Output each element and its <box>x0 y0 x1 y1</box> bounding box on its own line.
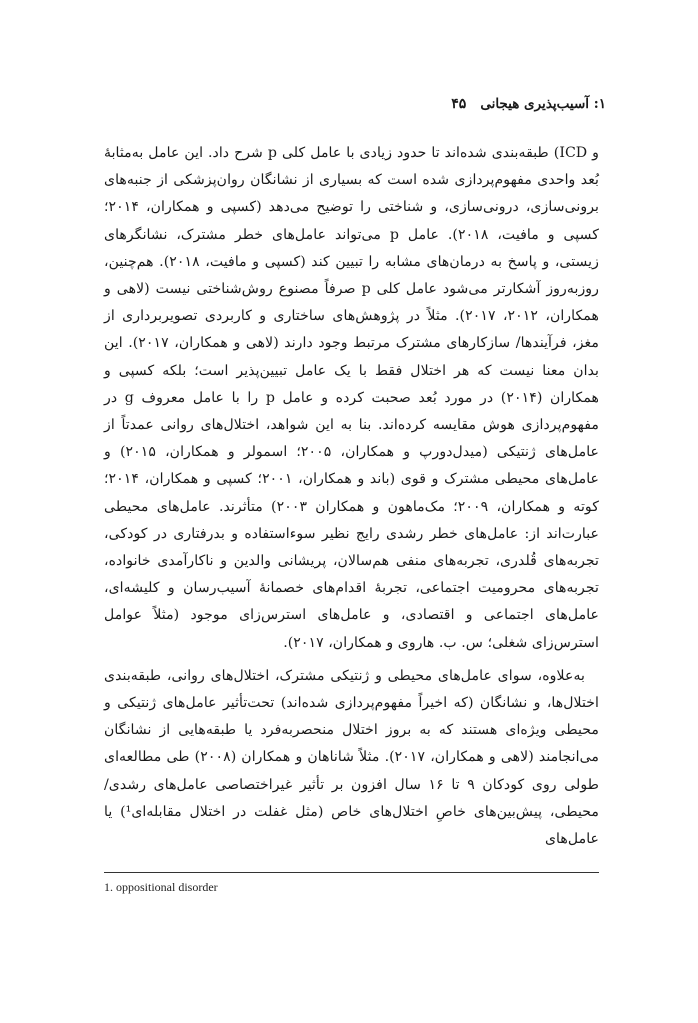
paragraph: و ICD) طبقه‌بندی شده‌اند تا حدود زیادی با عامل کلی p شرح داد. این عامل به‌مثابهٔ بُعد واحدی مفهوم‌پردازی شده است که بسیاری از نشانگان روان‌پزشکی از جنبه‌های برونی‌سازی، درونی‌سازی، و شناختی را توضیح می‌دهد (کسپی و همکاران، ۲۰۱۴؛ کسپی و مافیت، ۲۰۱۸). عامل p می‌تواند عامل‌های خطر مشترک، نشانگرهای زیستی، و پاسخ به درمان‌های مشابه را تبیین کند (کسپی و مافیت، ۲۰۱۸). هم‌چنین، روزبه‌روز آشکارتر می‌شود عامل کلی p صرفاً مصنوع روش‌شناختی نیست (لاهی و همکاران، ۲۰۱۲، ۲۰۱۷). مثلاً در پژوهش‌های ساختاری و کاربردی تصویربرداری از مغز، فرآیندها/ سازکارهای مشترک مرتبط وجود دارند (لاهی و همکاران، ۲۰۱۷). این بدان معنا نیست که هر اختلال فقط با یک عامل تبیین‌پذیر است؛ بلکه کسپی و همکاران (۲۰۱۴) در مورد بُعد صحبت کرده و عامل p را با عامل معروف g در مفهوم‌پردازی هوش مقایسه کرده‌اند. بنا به این شواهد، اختلال‌های روانی عمدتاً از عامل‌های ژنتیکی (میدل‌دورپ و همکاران، ۲۰۰۵؛ اسمولر و همکاران، ۲۰۱۵) و عامل‌های محیطی مشترک و قوی (باند و همکاران، ۲۰۰۱؛ کسپی و همکاران، ۲۰۱۴؛ کوته و همکاران، ۲۰۰۹؛ مک‌ماهون و همکاران ۲۰۰۳) متأثرند. عامل‌های محیطی عبارت‌اند از: عامل‌های خطر رشدی رایج نظیر سوءاستفاده و بدرفتاری در کودکی، تجربه‌های قُلدری، تجربه‌های منفی هم‌سالان، پریشانی والدین و ناکارآمدی خانواده، تجربه‌های محرومیت اجتماعی، تجربهٔ اقدام‌های خصمانهٔ آسیب‌رسان و کلیشه‌ای، عامل‌های اجتماعی و اقتصادی، و عامل‌های استرس‌زای موجود (مثلاً عوامل استرس‌زای شغلی؛ س. ب. هاروی و همکاران، ۲۰۱۷). <box>104 145 600 651</box>
footnote: 1. oppositional disorder <box>104 880 218 894</box>
running-header <box>102 92 606 116</box>
paragraph: به‌علاوه، سوای عامل‌های محیطی و ژنتیکی مشترک، اختلال‌های روانی، طبقه‌بندی اختلال‌ها، و نشانگان (که اخیراً مفهوم‌پردازی شده‌اند) تحت‌تأثیر عامل‌های ژنتیکی و محیطی ویژه‌ای هستند که به بروز اختلال منحصربه‌فرد یا طبقه‌هایی از نشانگان می‌انجامند (لاهی و همکاران، ۲۰۱۷). مثلاً شاناهان و همکاران (۲۰۰۸) طی مطالعه‌ای طولی روی کودکان ۹ تا ۱۶ سال افزون بر تأثیر غیراختصاصی عامل‌های رشدی/ محیطی، پیش‌بین‌های خاصِ اختلال‌های خاص (مثل غفلت در اختلال مقابله‌ای¹) یا عامل‌های <box>104 667 599 848</box>
body-text <box>104 140 599 853</box>
chapter-title: ۱: آسیب‌پذیری هیجانی <box>480 96 606 112</box>
footnote-divider <box>104 872 599 873</box>
page-number: ۴۵ <box>451 96 467 112</box>
